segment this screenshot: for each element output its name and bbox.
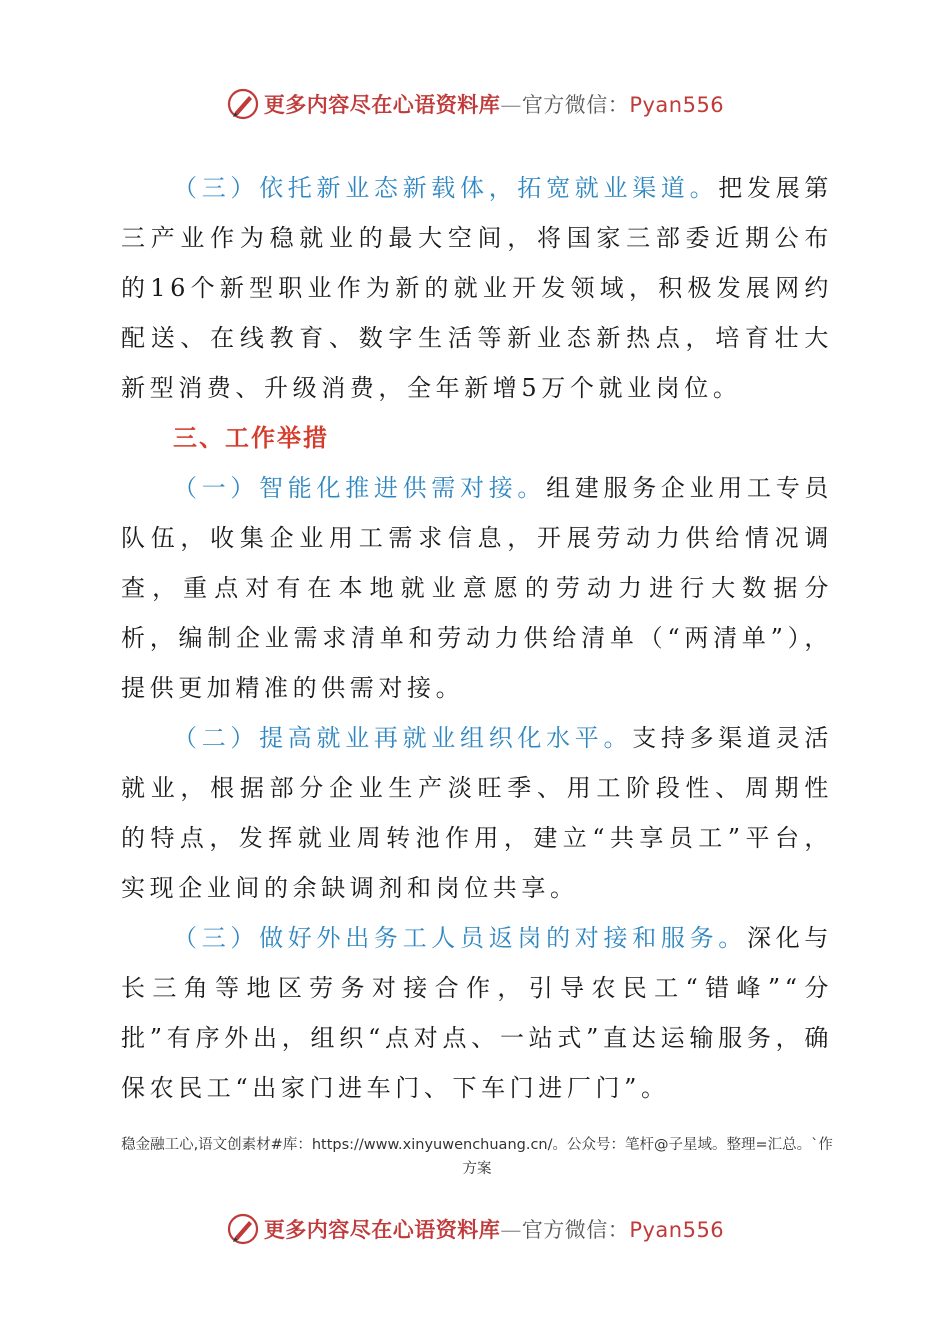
banner-brand: 更多内容尽在心语资料库 <box>263 1217 501 1242</box>
section-heading: 三、工作举措 <box>173 423 329 452</box>
pen-logo-icon <box>226 87 260 121</box>
banner-brand: 更多内容尽在心语资料库 <box>263 92 501 117</box>
measure-body: 组建服务企业用工专员队伍，收集企业用工需求信息，开展劳动力供给情况调查，重点对有在本地就业意愿的劳动力进行大数据分析，编制企业需求清单和劳动力供给清单（“两清单”），提供更加精准的供需对接。 <box>121 474 833 702</box>
footer-banner <box>0 1209 950 1249</box>
paragraph-new-business-forms <box>121 163 833 413</box>
measure-body: 深化与长三角等地区劳务对接合作，引导农民工“错峰”“分批”有序外出，组织“点对点、一站式”直达运输服务，确保农民工“出家门进车门、下车门进厂门”。 <box>121 924 833 1102</box>
header-banner-text <box>264 89 724 119</box>
banner-dash: — <box>500 93 522 117</box>
footer-note: 稳金融工心,语文创素材#库：https://www.xinyuwenchuang.cn/。公众号：笔杆@子星域。整理=汇总。`作方案 <box>121 1137 833 1177</box>
document-body <box>121 163 833 1113</box>
measure-paragraph-3 <box>121 913 833 1113</box>
header-banner <box>0 84 950 124</box>
banner-contact-label: 官方微信： <box>521 1218 630 1242</box>
measure-lead: （三）做好外出务工人员返岗的对接和服务。 <box>173 924 747 952</box>
footer-banner-text <box>264 1214 724 1244</box>
banner-contact-id: Pyan556 <box>629 1218 725 1242</box>
measure-paragraph-2 <box>121 713 833 913</box>
measure-lead: （一）智能化推进供需对接。 <box>173 474 547 502</box>
pen-logo-icon <box>226 1212 260 1246</box>
measure-lead: （二）提高就业再就业组织化水平。 <box>173 724 633 752</box>
measure-body: 支持多渠道灵活就业，根据部分企业生产淡旺季、用工阶段性、周期性的特点，发挥就业周转池作用，建立“共享员工”平台，实现企业间的余缺调剂和岗位共享。 <box>121 724 833 902</box>
banner-dash: — <box>500 1218 522 1242</box>
banner-contact-id: Pyan556 <box>629 93 725 117</box>
measure-paragraph-1 <box>121 463 833 713</box>
banner-contact-label: 官方微信： <box>521 93 630 117</box>
paragraph-body: 把发展第三产业作为稳就业的最大空间，将国家三部委近期公布的16个新型职业作为新的就业开发领域，积极发展网约配送、在线教育、数字生活等新业态新热点，培育壮大新型消费、升级消费，全年新增5万个就业岗位。 <box>121 174 833 402</box>
paragraph-lead: （三）依托新业态新载体，拓宽就业渠道。 <box>173 174 719 202</box>
